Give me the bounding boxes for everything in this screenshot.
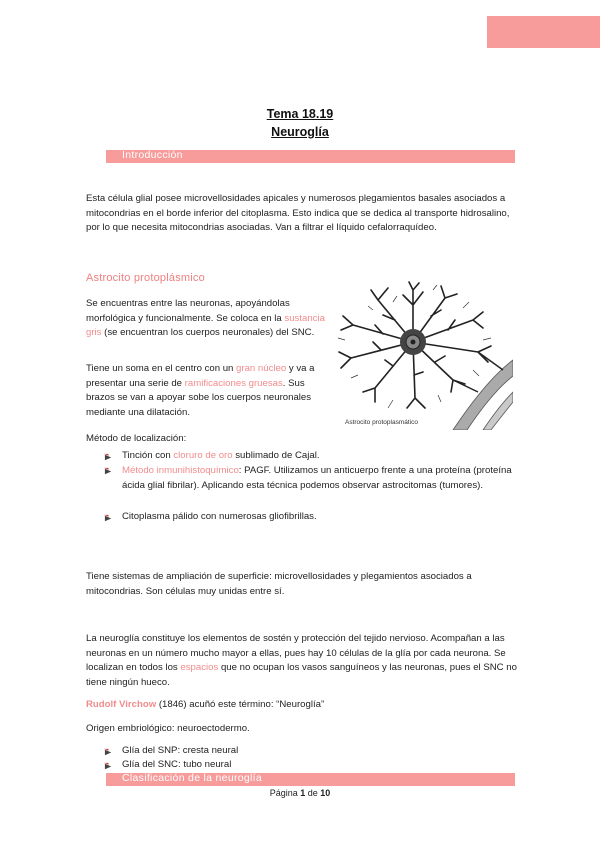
bullet-arrow-icon [104,453,113,462]
intro-paragraph: Esta célula glial posee microvellosidades apicales y numerosos plegamientos basales asociados a mitocondrias en el borde inferior del citoplasma. Esto indica que se dedica al transporte hidrosalino, por lo que necesita mitocondrias asociadas. Van a filtrar el líquido cefalorraquídeo. [86,193,510,233]
term-ramificaciones: ramificaciones gruesas [184,377,283,389]
corner-decoration [487,16,600,48]
virchow-line: Rudolf Virchow (1846) acuñó este término: “Neuroglía” [86,699,325,710]
list-item: Citoplasma pálido con numerosas gliofibrillas. [122,511,317,522]
list-item: Método inmunihistoquímico: PAGF. Utilizamos un anticuerpo frente a una proteína (proteína ácida glial fibrilar). Aplicando esta técnica podemos observar astrocitomas (tumores). [122,465,512,491]
bullet-arrow-icon [104,514,113,523]
page-title: Tema 18.19 [266,107,334,121]
astrocito-heading: Astrocito protoplásmico [86,272,205,284]
sistemas-paragraph: Tiene sistemas de ampliación de superficie: microvellosidades y plegamientos asociados a mitocondrias. Son células muy unidas entre sí. [86,571,472,597]
figure-caption: Astrocito protoplasmático [345,419,418,426]
section-label-clasificacion: Clasificación de la neuroglía [122,772,263,784]
astrocito-paragraph-1: Se encuentras entre las neuronas, apoyándolas morfológica y funcionalmente. Se coloca en la sustancia gris (se encuentran los cuerpos neuronales) del SNC. [86,298,325,338]
bullet-arrow-icon [104,467,113,476]
section-bar-clasificacion [106,773,515,786]
astrocito-illustration [333,280,513,430]
list-item: Tinción con cloruro de oro sublimado de Cajal. [122,450,320,461]
bullet-arrow-icon [104,762,113,771]
page-total: 10 [320,788,331,798]
section-label-introduccion: Introducción [122,149,183,161]
neuroglia-paragraph: La neuroglía constituye los elementos de sostén y protección del tejido nervioso. Acompañan a las neuronas en un número mucho mayor a ellas, pues hay 10 células de la glía por cada neurona. Se localizan en todos los espacios que no ocupan los vasos sanguíneos y las neuronas, pues el SNC no tiene ningún hueco. [86,633,517,688]
term-virchow: Rudolf Virchow [86,699,157,710]
metodo-title: Método de localización: [86,433,187,444]
term-metodo-inmuno: Método inmunihistoquímico [122,465,239,476]
bullet-arrow-icon [104,748,113,757]
page-subtitle: Neuroglía [271,125,329,139]
term-sustancia-gris: sustancia gris [86,312,325,338]
list-item: Glía del SNC: tubo neural [122,759,232,770]
term-gran-nucleo: gran núcleo [236,363,287,374]
section-bar-introduccion [106,150,515,163]
origen-line: Origen embriológico: neuroectodermo. [86,723,250,734]
term-cloruro-oro: cloruro de oro [173,450,233,461]
astrocito-paragraph-2: Tiene un soma en el centro con un gran núcleo y va a presentar una serie de ramificaciones gruesas. Sus brazos se van a apoyar sobe los cuerpos neuronales mediante una dilatación. [86,363,315,418]
page-current: 1 [300,788,306,798]
page-footer: Página 1 de 10 [269,788,331,798]
list-item: Glía del SNP: cresta neural [122,745,239,756]
term-espacios: espacios [180,662,219,673]
